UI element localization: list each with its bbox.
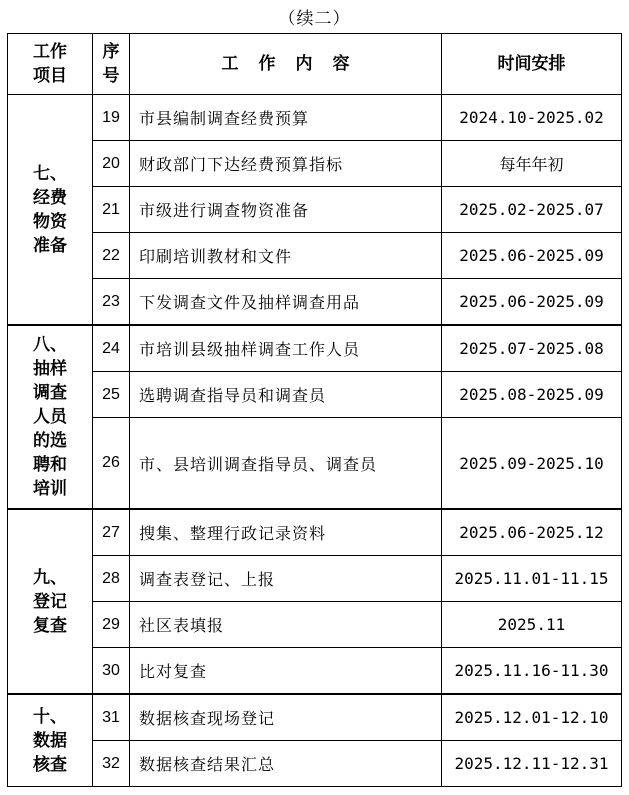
group-name-cell: [8, 95, 93, 326]
table-body: [8, 95, 622, 787]
time-cell: 2025.07-2025.08: [442, 325, 622, 372]
time-cell: 2025.08-2025.09: [442, 372, 622, 418]
time-cell: 2025.09-2025.10: [442, 418, 622, 510]
schedule-table: [7, 33, 622, 787]
seq-cell: 24: [93, 325, 130, 372]
table-row: [8, 694, 622, 741]
content-cell: 下发调查文件及抽样调查用品: [130, 279, 442, 326]
table-row: [8, 325, 622, 372]
seq-cell: 29: [93, 602, 130, 648]
seq-cell: 32: [93, 741, 130, 787]
header-row: [8, 34, 622, 95]
table-row: [8, 141, 622, 187]
content-cell: 数据核查结果汇总: [130, 741, 442, 787]
content-cell: 搜集、整理行政记录资料: [130, 509, 442, 556]
group-name: 十、 数据 核查: [33, 706, 67, 775]
group-name-cell: [8, 694, 93, 787]
header-time: 时间安排: [442, 34, 622, 95]
seq-cell: 22: [93, 233, 130, 279]
table-row: [8, 372, 622, 418]
seq-cell: 25: [93, 372, 130, 418]
seq-cell: 19: [93, 95, 130, 141]
time-cell: 2025.06-2025.09: [442, 279, 622, 326]
seq-cell: 27: [93, 509, 130, 556]
time-cell: 2025.11.01-11.15: [442, 556, 622, 602]
table-row: [8, 509, 622, 556]
table-row: [8, 741, 622, 787]
group-name-cell: [8, 509, 93, 694]
content-cell: 调查表登记、上报: [130, 556, 442, 602]
time-cell: 2025.12.11-12.31: [442, 741, 622, 787]
table-row: [8, 418, 622, 510]
content-cell: 财政部门下达经费预算指标: [130, 141, 442, 187]
seq-cell: 20: [93, 141, 130, 187]
time-cell: 2025.06-2025.09: [442, 233, 622, 279]
content-cell: 印刷培训教材和文件: [130, 233, 442, 279]
table-row: [8, 556, 622, 602]
time-cell: 每年年初: [442, 141, 622, 187]
content-cell: 市培训县级抽样调查工作人员: [130, 325, 442, 372]
seq-cell: 26: [93, 418, 130, 510]
table-row: [8, 648, 622, 695]
header-seq: 序 号: [93, 34, 130, 95]
table-row: [8, 95, 622, 141]
content-cell: 选聘调查指导员和调查员: [130, 372, 442, 418]
table-row: [8, 279, 622, 326]
seq-cell: 28: [93, 556, 130, 602]
content-cell: 社区表填报: [130, 602, 442, 648]
time-cell: 2025.12.01-12.10: [442, 694, 622, 741]
seq-cell: 31: [93, 694, 130, 741]
table-row: [8, 187, 622, 233]
header-content: 工作内容: [130, 34, 442, 95]
table-row: [8, 602, 622, 648]
table-caption: （续二）: [278, 9, 351, 29]
seq-cell: 30: [93, 648, 130, 695]
header-project: 工作 项目: [8, 34, 93, 95]
time-cell: 2025.02-2025.07: [442, 187, 622, 233]
content-cell: 比对复查: [130, 648, 442, 695]
time-cell: 2025.11: [442, 602, 622, 648]
time-cell: 2024.10-2025.02: [442, 95, 622, 141]
time-cell: 2025.11.16-11.30: [442, 648, 622, 695]
group-name: 八、 抽样 调查 人员 的选 聘和 培训: [33, 335, 67, 499]
seq-cell: 23: [93, 279, 130, 326]
time-cell: 2025.06-2025.12: [442, 509, 622, 556]
group-name: 九、 登记 复查: [33, 567, 67, 636]
content-cell: 市县编制调查经费预算: [130, 95, 442, 141]
seq-cell: 21: [93, 187, 130, 233]
content-cell: 市、县培训调查指导员、调查员: [130, 418, 442, 510]
content-cell: 数据核查现场登记: [130, 694, 442, 741]
content-cell: 市级进行调查物资准备: [130, 187, 442, 233]
table-row: [8, 233, 622, 279]
group-name-cell: [8, 325, 93, 509]
group-name: 七、 经费 物资 准备: [33, 163, 67, 256]
